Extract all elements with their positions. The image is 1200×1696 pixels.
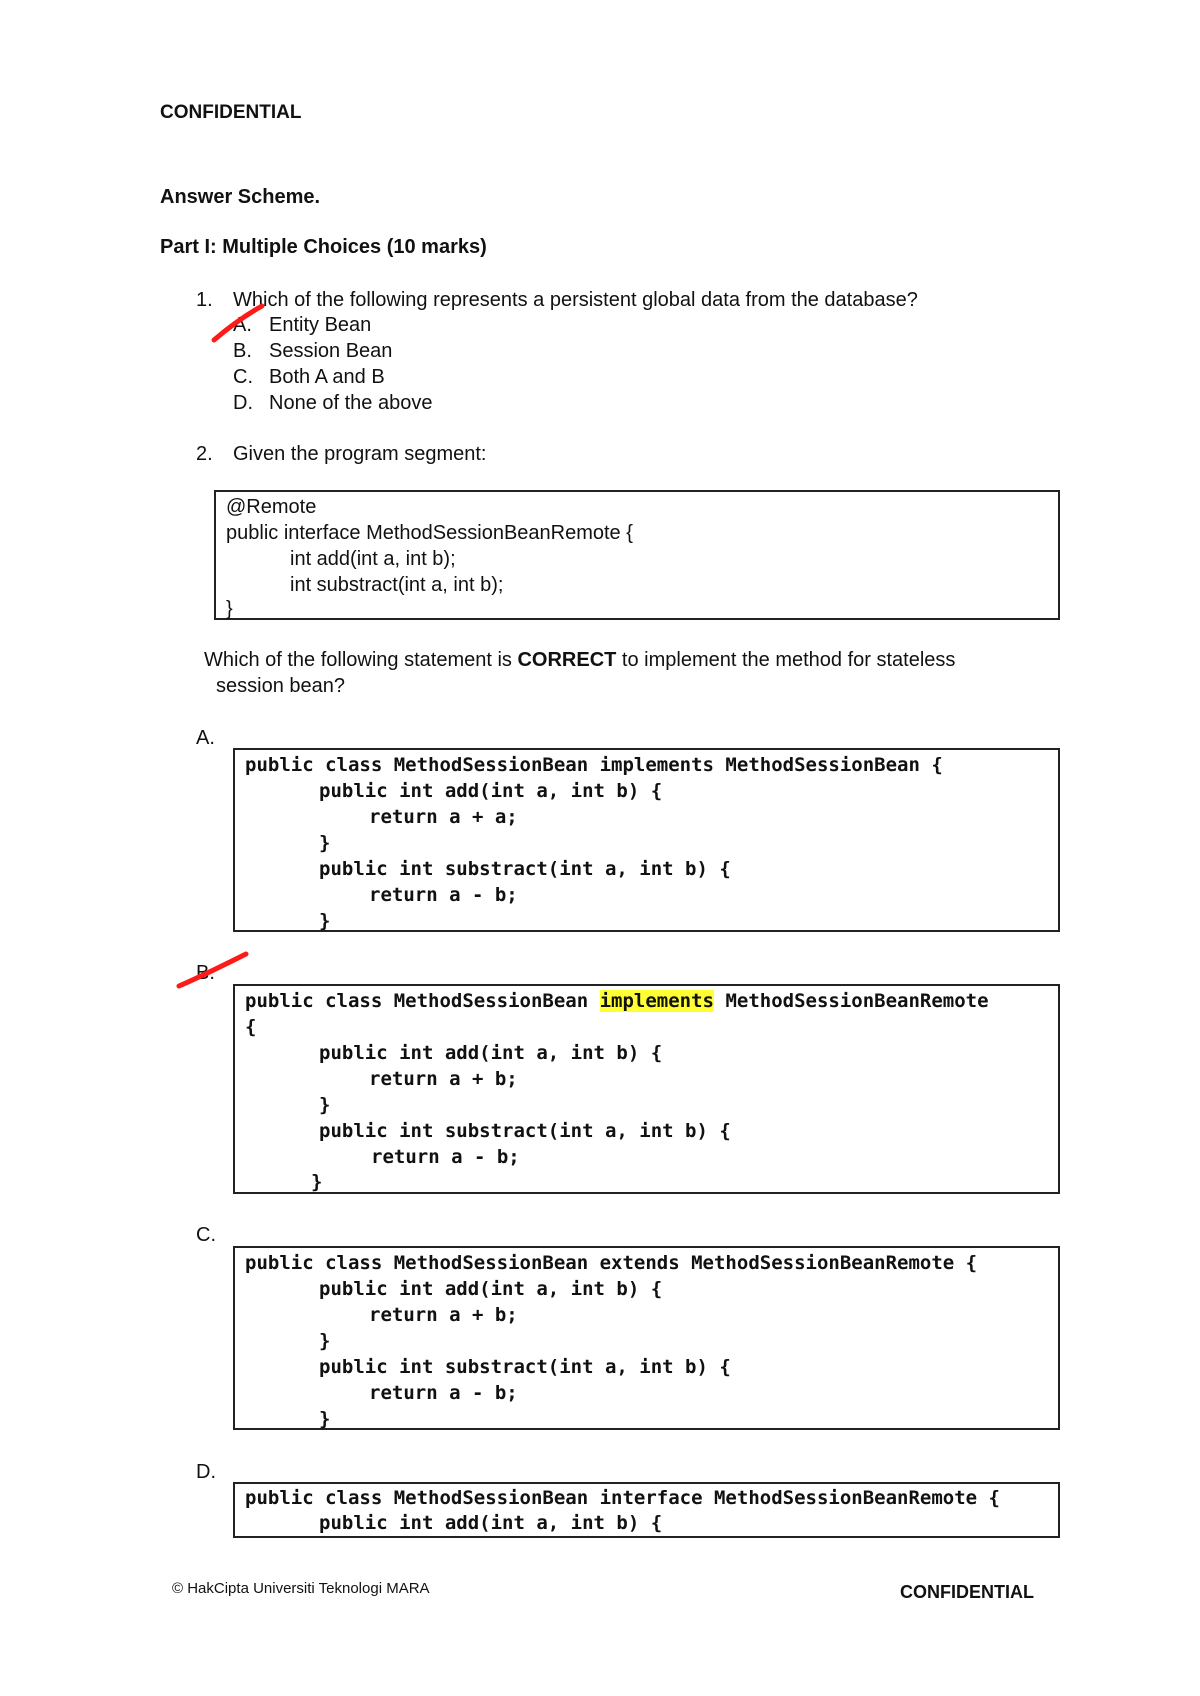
option-a-label: A. (196, 727, 215, 749)
header-confidential: CONFIDENTIAL (160, 102, 302, 123)
code-line: public class MethodSessionBean interface MethodSessionBeanRemote { (245, 1487, 1000, 1509)
code-line: } (319, 1330, 331, 1352)
answer-scheme-title: Answer Scheme. (160, 186, 321, 208)
segment-line: @Remote (226, 496, 317, 518)
code-line: return a - b; (371, 1146, 520, 1168)
q1-number: 1. (196, 289, 213, 311)
q2-text: Given the program segment: (233, 443, 487, 465)
code-line: public class MethodSessionBean extends MethodSessionBeanRemote { (245, 1252, 978, 1274)
code-line: } (311, 1171, 323, 1193)
program-segment-box (214, 490, 1060, 620)
q1-text: Which of the following represents a persistent global data from the database? (233, 289, 918, 311)
segment-line: int add(int a, int b); (290, 548, 456, 570)
option-b-code-box (233, 984, 1060, 1194)
code-text: MethodSessionBeanRemote (714, 990, 989, 1012)
code-line: public class MethodSessionBean implements MethodSessionBean { (245, 754, 943, 776)
code-line: return a + b; (369, 1304, 518, 1326)
option-a-code-box (233, 748, 1060, 932)
q1-option-c-letter: C. (233, 366, 253, 388)
code-line: } (319, 832, 331, 854)
q1-option-a-text: Entity Bean (269, 314, 372, 336)
q2-question-line2: session bean? (216, 675, 345, 697)
q2-number: 2. (196, 443, 213, 465)
footer-confidential: CONFIDENTIAL (900, 1582, 1034, 1602)
code-line: public int substract(int a, int b) { (319, 1120, 731, 1142)
part-heading: Part I: Multiple Choices (10 marks) (160, 236, 487, 258)
q1-option-c-text: Both A and B (269, 366, 385, 388)
footer-copyright: © HakCipta Universiti Teknologi MARA (172, 1580, 430, 1597)
q1-option-b-letter: B. (233, 340, 252, 362)
q2-question (204, 647, 955, 673)
q2-question-pre: Which of the following statement is (204, 649, 518, 671)
code-line: public int substract(int a, int b) { (319, 1356, 731, 1378)
code-line: public int add(int a, int b) { (319, 1278, 663, 1300)
option-d-code-box (233, 1482, 1060, 1538)
option-b-label: B. (196, 962, 215, 984)
option-c-code-box (233, 1246, 1060, 1430)
q1-option-d-letter: D. (233, 392, 253, 414)
option-d-label: D. (196, 1461, 216, 1483)
code-line: return a + b; (369, 1068, 518, 1090)
code-line: return a - b; (369, 884, 518, 906)
segment-line: int substract(int a, int b); (290, 574, 504, 596)
q1-option-a-letter: A. (233, 314, 252, 336)
code-line: { (245, 1016, 257, 1038)
q2-question-post: to implement the method for stateless (616, 649, 956, 671)
code-line: } (319, 1094, 331, 1116)
q2-question-bold: CORRECT (517, 649, 617, 671)
code-line: public int substract(int a, int b) { (319, 858, 731, 880)
code-line: return a + a; (369, 806, 518, 828)
segment-line: public interface MethodSessionBeanRemote { (226, 522, 633, 544)
code-line: public int add(int a, int b) { (319, 1042, 663, 1064)
code-text: public class MethodSessionBean (245, 990, 600, 1012)
q1-option-d-text: None of the above (269, 392, 433, 414)
code-line: public int add(int a, int b) { (319, 1512, 663, 1534)
code-line: } (319, 910, 331, 932)
option-c-label: C. (196, 1224, 216, 1246)
segment-line: } (226, 598, 233, 620)
q1-option-b-text: Session Bean (269, 340, 393, 362)
code-line: public int add(int a, int b) { (319, 780, 663, 802)
code-line (245, 988, 989, 1014)
code-line: } (319, 1408, 331, 1430)
highlighted-implements: implements (599, 990, 714, 1012)
code-line: return a - b; (369, 1382, 518, 1404)
